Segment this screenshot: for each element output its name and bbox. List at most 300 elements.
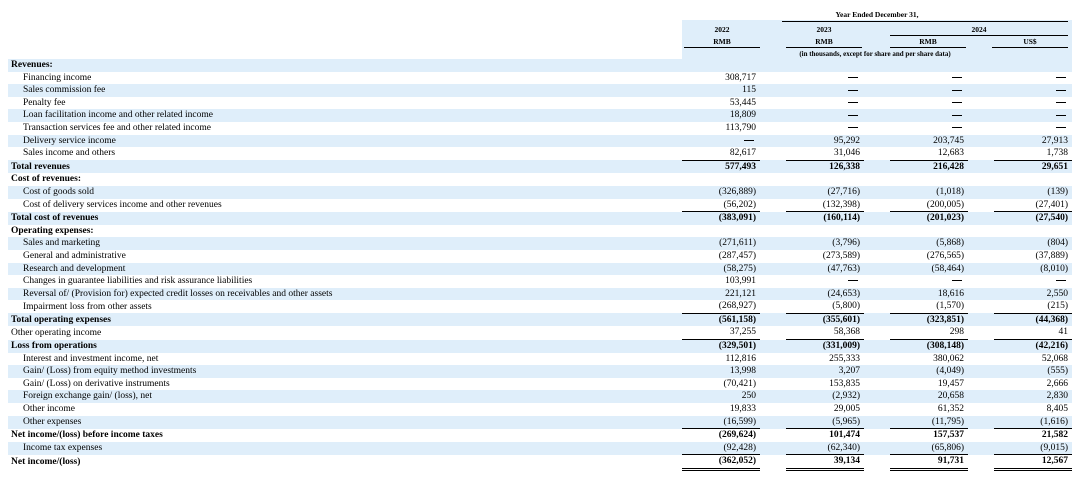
- column-gap: [968, 340, 994, 353]
- row-value: (200,005): [926, 199, 964, 210]
- column-gap: [760, 390, 786, 403]
- row-value: [890, 97, 968, 110]
- row-label: Penalty fee: [23, 97, 66, 108]
- column-gap: [864, 160, 890, 173]
- row-value: 19,457: [937, 378, 964, 389]
- column-gap: [968, 225, 994, 238]
- row-value: 308,717: [725, 72, 756, 83]
- table-row: [8, 212, 1072, 225]
- dash-mark: [1056, 280, 1066, 281]
- row-value: [994, 109, 1072, 122]
- row-value: [682, 173, 760, 186]
- dash-mark: [848, 90, 858, 91]
- row-value: (201,023): [890, 212, 968, 225]
- column-gap: [968, 122, 994, 135]
- row-label: Sales income and others: [23, 148, 116, 159]
- row-value: [786, 72, 864, 85]
- row-value: (47,763): [786, 263, 864, 276]
- column-gap: [864, 173, 890, 186]
- column-gap: [968, 390, 994, 403]
- table-row: [8, 300, 1072, 313]
- row-value: [786, 122, 864, 135]
- row-label: Changes in guarantee liabilities and risk assurance liabilities: [23, 276, 253, 287]
- column-gap: [760, 186, 786, 199]
- row-value: 13,998: [682, 365, 760, 378]
- column-gap: [760, 326, 786, 339]
- column-gap: [864, 442, 890, 455]
- row-label: Income tax expenses: [8, 442, 682, 455]
- row-value: 82,617: [729, 148, 756, 159]
- column-gap: [968, 160, 994, 173]
- column-gap: [968, 250, 994, 263]
- dash-mark: [1056, 102, 1066, 103]
- row-value: (5,800): [832, 301, 860, 312]
- column-gap: [760, 416, 786, 429]
- table-row: [8, 225, 1072, 238]
- units-note: (in thousands, except for share and per share data): [799, 50, 951, 58]
- dash-mark: [848, 127, 858, 128]
- row-label: Interest and investment income, net: [23, 353, 159, 364]
- row-label: Loan facilitation income and other related income: [8, 109, 682, 122]
- column-gap: [968, 275, 994, 288]
- row-label: Other operating income: [11, 327, 102, 338]
- dash-mark: [848, 280, 858, 281]
- column-gap: [760, 313, 786, 326]
- column-gap: [968, 365, 994, 378]
- row-value: (58,275): [682, 263, 760, 276]
- row-value: (4,049): [890, 365, 968, 378]
- row-label: Cost of delivery services income and other revenues: [23, 199, 222, 210]
- row-value: (2,932): [786, 390, 864, 403]
- table-row: [8, 173, 1072, 186]
- column-gap: [864, 340, 890, 353]
- dash-mark: [1056, 127, 1066, 128]
- row-value: (355,601): [786, 313, 864, 326]
- row-value: [890, 122, 968, 135]
- column-gap: [968, 199, 994, 212]
- row-value: [682, 135, 760, 148]
- row-value: 2,550: [994, 288, 1072, 301]
- dash-mark: [848, 102, 858, 103]
- column-gap: [760, 263, 786, 276]
- column-gap: [760, 97, 786, 110]
- year-2022: 2022: [714, 25, 730, 34]
- column-gap: [864, 403, 890, 416]
- table-row: [8, 353, 1072, 366]
- currency-2024-usd: US$: [1023, 37, 1037, 46]
- column-gap: [864, 300, 890, 313]
- column-gap: [760, 135, 786, 148]
- row-value: (70,421): [723, 378, 756, 389]
- column-gap: [864, 147, 890, 160]
- column-gap: [968, 135, 994, 148]
- row-label: Net income/(loss): [11, 456, 81, 467]
- row-value: [994, 225, 1072, 238]
- row-label: General and administrative: [23, 250, 126, 261]
- column-gap: [864, 416, 890, 429]
- column-gap: [760, 378, 786, 391]
- row-value: (3,796): [786, 237, 864, 250]
- row-value: (92,428): [682, 442, 760, 455]
- column-gap: [968, 455, 994, 470]
- column-gap: [968, 263, 994, 276]
- table-row: [8, 378, 1072, 391]
- row-label: Delivery service income: [8, 135, 682, 148]
- row-value: 18,809: [682, 109, 760, 122]
- column-gap: [760, 300, 786, 313]
- row-value: 298: [949, 327, 964, 338]
- dash-mark: [952, 127, 962, 128]
- column-gap: [968, 173, 994, 186]
- column-gap: [760, 122, 786, 135]
- column-gap: [968, 353, 994, 366]
- row-value: [786, 225, 864, 238]
- row-value: (27,540): [994, 212, 1072, 225]
- currency-underline-2022: [684, 47, 760, 48]
- currency-underline-2024: [890, 47, 966, 48]
- row-value: 8,405: [1046, 404, 1068, 415]
- row-value: 1,738: [1046, 148, 1068, 159]
- column-gap: [968, 300, 994, 313]
- row-value: [786, 84, 864, 97]
- column-gap: [968, 59, 994, 72]
- table-row: [8, 72, 1072, 85]
- column-gap: [968, 288, 994, 301]
- row-value: (276,565): [926, 250, 964, 261]
- row-value: (8,010): [994, 263, 1072, 276]
- table-row: [8, 390, 1072, 403]
- column-gap: [864, 97, 890, 110]
- row-value: (326,889): [682, 186, 760, 199]
- row-value: 115: [682, 84, 760, 97]
- currency-2023: RMB: [815, 37, 833, 46]
- row-value: (1,570): [936, 301, 964, 312]
- table-row: [8, 326, 1072, 339]
- column-gap: [760, 353, 786, 366]
- row-value: (9,015): [994, 442, 1072, 455]
- row-value: 61,352: [937, 404, 964, 415]
- column-gap: [864, 237, 890, 250]
- row-label: Total cost of revenues: [8, 212, 682, 225]
- row-value: (215): [1047, 301, 1068, 312]
- row-label: Loss from operations: [8, 340, 682, 353]
- row-value: [890, 59, 968, 72]
- row-label: Gain/ (Loss) on derivative instruments: [23, 378, 170, 389]
- row-value: (44,368): [994, 313, 1072, 326]
- column-gap: [864, 72, 890, 85]
- row-value: (555): [994, 365, 1072, 378]
- row-value: 113,790: [725, 122, 756, 133]
- row-label: Cost of goods sold: [8, 186, 682, 199]
- row-value: (287,457): [718, 250, 756, 261]
- row-value: (62,340): [786, 442, 864, 455]
- row-value: (16,599): [682, 416, 760, 429]
- year-2024: 2024: [971, 25, 987, 34]
- row-value: (56,202): [723, 199, 756, 210]
- dash-mark: [952, 115, 962, 116]
- row-value: (27,401): [1035, 199, 1068, 210]
- row-value: (804): [994, 237, 1072, 250]
- row-value: 29,651: [994, 160, 1072, 173]
- table-row: [8, 455, 1072, 470]
- row-value: (1,018): [890, 186, 968, 199]
- row-value: 37,255: [729, 327, 756, 338]
- table-row: [8, 199, 1072, 212]
- dash-mark: [744, 140, 754, 141]
- row-value: [786, 59, 864, 72]
- year-2024-underline: [890, 35, 1068, 36]
- row-value: 216,428: [890, 160, 968, 173]
- row-value: (269,624): [682, 429, 760, 442]
- currency-2022: RMB: [713, 37, 731, 46]
- row-value: (273,589): [822, 250, 860, 261]
- row-label: Sales commission fee: [8, 84, 682, 97]
- row-label: Net income/(loss) before income taxes: [11, 429, 163, 440]
- table-row: [8, 288, 1072, 301]
- column-gap: [968, 416, 994, 429]
- column-gap: [968, 378, 994, 391]
- row-value: [994, 97, 1072, 110]
- row-value: [890, 72, 968, 85]
- table-row: [8, 122, 1072, 135]
- column-gap: [760, 109, 786, 122]
- row-value: 103,991: [725, 276, 756, 287]
- dash-mark: [952, 77, 962, 78]
- row-value: [786, 275, 864, 288]
- row-value: (11,795): [890, 416, 968, 429]
- column-gap: [864, 225, 890, 238]
- column-gap: [864, 455, 890, 470]
- row-label: Research and development: [8, 263, 682, 276]
- row-label: Revenues:: [8, 59, 682, 72]
- column-gap: [968, 147, 994, 160]
- row-value: [994, 173, 1072, 186]
- row-value: 2,830: [994, 390, 1072, 403]
- column-gap: [864, 186, 890, 199]
- row-value: 29,005: [833, 404, 860, 415]
- row-label: Transaction services fee and other related income: [23, 122, 211, 133]
- table-row: [8, 263, 1072, 276]
- period-underline: [782, 21, 1068, 22]
- table-row: [8, 313, 1072, 326]
- column-gap: [864, 353, 890, 366]
- row-value: 12,567: [994, 455, 1072, 470]
- row-value: [994, 72, 1072, 85]
- row-label: Total operating expenses: [8, 313, 682, 326]
- row-value: (42,216): [994, 340, 1072, 353]
- row-label: Gain/ (Loss) from equity method investments: [8, 365, 682, 378]
- row-value: 577,493: [682, 160, 760, 173]
- column-gap: [864, 275, 890, 288]
- column-gap: [864, 109, 890, 122]
- column-gap: [760, 147, 786, 160]
- period-heading: Year Ended December 31,: [835, 10, 919, 19]
- column-gap: [968, 109, 994, 122]
- row-value: (160,114): [786, 212, 864, 225]
- column-gap: [864, 429, 890, 442]
- row-value: 221,121: [682, 288, 760, 301]
- row-value: 380,062: [933, 353, 964, 364]
- row-value: 12,683: [937, 148, 964, 159]
- column-gap: [760, 72, 786, 85]
- column-gap: [760, 160, 786, 173]
- dash-mark: [952, 280, 962, 281]
- row-value: 3,207: [786, 365, 864, 378]
- dash-mark: [1056, 115, 1066, 116]
- table-row: [8, 59, 1072, 72]
- row-value: 112,816: [725, 353, 756, 364]
- row-value: (27,716): [786, 186, 864, 199]
- row-value: 2,666: [1046, 378, 1068, 389]
- table-row: [8, 365, 1072, 378]
- column-gap: [760, 84, 786, 97]
- table-row: [8, 186, 1072, 199]
- column-gap: [760, 237, 786, 250]
- row-value: (5,868): [890, 237, 968, 250]
- row-value: (271,611): [682, 237, 760, 250]
- dash-mark: [1056, 77, 1066, 78]
- column-gap: [968, 237, 994, 250]
- row-label: Sales and marketing: [8, 237, 682, 250]
- row-value: [994, 275, 1072, 288]
- row-value: (37,889): [1035, 250, 1068, 261]
- row-value: (58,464): [890, 263, 968, 276]
- row-value: 58,368: [833, 327, 860, 338]
- row-value: 39,134: [786, 455, 864, 470]
- row-value: 20,658: [890, 390, 968, 403]
- column-gap: [864, 135, 890, 148]
- column-gap: [864, 365, 890, 378]
- currency-underline-usd: [992, 47, 1068, 48]
- column-gap: [864, 378, 890, 391]
- table-row: [8, 403, 1072, 416]
- row-label: Reversal of/ (Provision for) expected credit losses on receivables and other assets: [8, 288, 682, 301]
- row-value: (383,091): [682, 212, 760, 225]
- column-gap: [760, 340, 786, 353]
- row-value: 126,338: [786, 160, 864, 173]
- column-gap: [864, 250, 890, 263]
- column-gap: [760, 225, 786, 238]
- column-gap: [864, 288, 890, 301]
- table-row: [8, 250, 1072, 263]
- row-value: 53,445: [729, 97, 756, 108]
- row-label: Other expenses: [8, 416, 682, 429]
- currency-underline-2023: [786, 47, 862, 48]
- row-value: (323,851): [890, 313, 968, 326]
- dash-mark: [1056, 90, 1066, 91]
- row-value: [994, 122, 1072, 135]
- row-value: (331,009): [786, 340, 864, 353]
- row-value: [890, 173, 968, 186]
- row-label: Foreign exchange gain/ (loss), net: [8, 390, 682, 403]
- column-gap: [864, 84, 890, 97]
- column-gap: [968, 326, 994, 339]
- column-gap: [968, 442, 994, 455]
- row-value: (139): [994, 186, 1072, 199]
- row-value: (329,501): [682, 340, 760, 353]
- row-value: (362,052): [682, 455, 760, 470]
- table-row: [8, 135, 1072, 148]
- year-2023: 2023: [816, 25, 832, 34]
- column-gap: [968, 313, 994, 326]
- row-value: [994, 84, 1072, 97]
- column-gap: [864, 390, 890, 403]
- row-value: (24,653): [786, 288, 864, 301]
- column-gap: [760, 199, 786, 212]
- row-value: 27,913: [994, 135, 1072, 148]
- row-value: [786, 109, 864, 122]
- column-gap: [760, 365, 786, 378]
- currency-2024-rmb: RMB: [919, 37, 937, 46]
- column-gap: [864, 199, 890, 212]
- row-value: [682, 225, 760, 238]
- table-row: [8, 275, 1072, 288]
- column-gap: [968, 84, 994, 97]
- column-gap: [864, 212, 890, 225]
- row-value: 19,833: [729, 404, 756, 415]
- row-value: 255,333: [829, 353, 860, 364]
- table-row: [8, 416, 1072, 429]
- row-value: 203,745: [890, 135, 968, 148]
- table-row: [8, 160, 1072, 173]
- table-row: [8, 429, 1072, 442]
- row-value: [890, 84, 968, 97]
- row-value: 101,474: [786, 429, 864, 442]
- column-gap: [864, 313, 890, 326]
- row-value: (65,806): [890, 442, 968, 455]
- row-value: [994, 59, 1072, 72]
- column-gap: [864, 263, 890, 276]
- row-value: [890, 275, 968, 288]
- dash-mark: [848, 115, 858, 116]
- row-value: [890, 109, 968, 122]
- row-value: 250: [682, 390, 760, 403]
- row-value: (561,158): [682, 313, 760, 326]
- row-value: [786, 97, 864, 110]
- row-value: 95,292: [786, 135, 864, 148]
- dash-mark: [952, 90, 962, 91]
- column-gap: [864, 326, 890, 339]
- dash-mark: [848, 77, 858, 78]
- row-value: 52,068: [1041, 353, 1068, 364]
- row-value: 21,582: [994, 429, 1072, 442]
- income-statement-table: [8, 59, 1072, 471]
- table-row: [8, 147, 1072, 160]
- row-value: 91,731: [890, 455, 968, 470]
- row-value: 153,835: [829, 378, 860, 389]
- column-gap: [968, 429, 994, 442]
- row-value: (132,398): [822, 199, 860, 210]
- column-gap: [760, 403, 786, 416]
- row-value: (268,927): [718, 301, 756, 312]
- column-gap: [864, 122, 890, 135]
- table-row: [8, 84, 1072, 97]
- row-label: Operating expenses:: [11, 225, 94, 236]
- column-gap: [760, 442, 786, 455]
- table-row: [8, 109, 1072, 122]
- table-row: [8, 340, 1072, 353]
- table-row: [8, 97, 1072, 110]
- column-gap: [968, 72, 994, 85]
- row-label: Other income: [23, 404, 75, 415]
- row-value: (5,965): [786, 416, 864, 429]
- column-gap: [760, 212, 786, 225]
- row-value: [682, 59, 760, 72]
- column-gap: [968, 403, 994, 416]
- column-gap: [968, 186, 994, 199]
- row-value: 18,616: [890, 288, 968, 301]
- column-gap: [864, 59, 890, 72]
